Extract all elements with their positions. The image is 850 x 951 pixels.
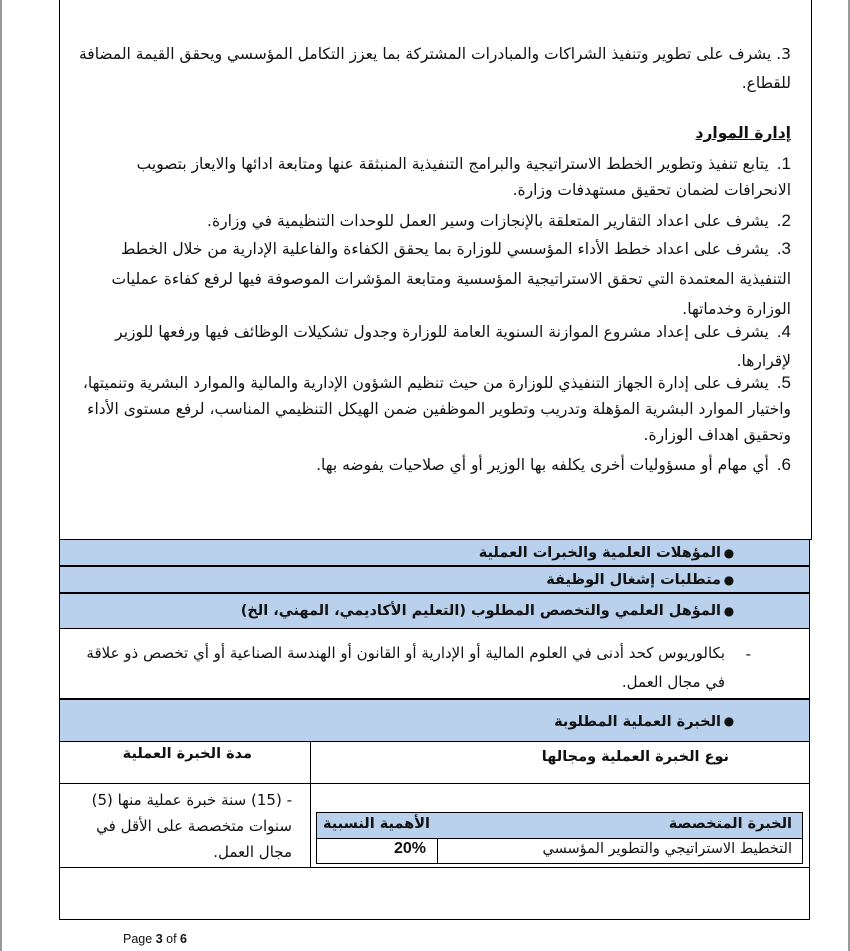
duty-text: يتابع تنفيذ وتطوير الخطط الاستراتيجية والبرامج التنفيذية المنبثقة عنها ومتابعة ادائها والايعاز بتصويب الانحرافات لضمان تحقيق مستهدفات وزارة. [136, 155, 791, 199]
specialized-experience-table [316, 812, 803, 864]
frame-line-left [59, 868, 60, 919]
bullet-icon: ● [723, 545, 735, 560]
experience-header-row [59, 742, 810, 784]
duty-item-4 [70, 317, 791, 376]
band-degree [59, 593, 810, 629]
col-duration-label: مدة الخبرة العملية [122, 746, 252, 762]
item-number: 5. [776, 373, 791, 392]
duty-item-3 [70, 234, 791, 324]
band-label: المؤهل العلمي والتخصص المطلوب (التعليم الأكاديمي، المهني، الخ) [240, 603, 721, 619]
duty-text: يشرف على اعداد التقارير المتعلقة بالإنجازات وسير العمل للوحدات التنظيمية في وزارة. [207, 212, 769, 230]
page-footer [123, 932, 187, 946]
section-title-resources: إدارة الموارد [695, 124, 791, 142]
inner-row-weight: 20% [393, 840, 426, 857]
header-cell-type [310, 742, 809, 783]
frame-line-bottom [59, 919, 810, 920]
dash-marker: - [745, 645, 751, 663]
header-cell-duration [60, 742, 312, 783]
page-number: 3 [155, 932, 163, 946]
experience-content-row [59, 784, 810, 868]
item-number: 4. [776, 322, 791, 341]
duty-item-2 [70, 208, 791, 234]
duty-text: أي مهام أو مسؤوليات أخرى يكلفه بها الوزير أو أي صلاحيات يفوضه بها. [316, 456, 769, 474]
item-number: 6. [776, 455, 791, 474]
inner-head-weight-cell [317, 813, 438, 839]
inner-head-spec: الخبرة المتخصصة [668, 816, 792, 832]
frame-line-right [809, 868, 810, 919]
inner-row-spec: التخطيط الاستراتيجي والتطوير المؤسسي [542, 841, 792, 857]
band-label: الخبرة العملية المطلوبة [554, 714, 721, 730]
duty-item-3-continued [70, 40, 791, 98]
duties-box [59, 0, 812, 540]
item-number: 3. [776, 239, 791, 258]
bullet-icon: ● [723, 572, 735, 587]
inner-row-weight-cell [317, 839, 438, 863]
band-experience [59, 699, 810, 742]
duty-text: يشرف على إعداد مشروع الموازنة السنوية العامة للوزارة وجدول تشكيلات الوظائف فيها ورفعها للوزير لإقرارها. [115, 323, 791, 370]
page-edge-left [0, 0, 2, 951]
of-word: of [166, 932, 177, 946]
page-word: Page [123, 932, 153, 946]
content-cell-duration [60, 784, 312, 867]
duty-text: 3. يشرف على تطوير وتنفيذ الشراكات والمبادرات المشتركة بما يعزز التكامل المؤسسي ويحقق القيمة المضافة للقطاع. [78, 45, 791, 92]
duty-text: يشرف على إدارة الجهاز التنفيذي للوزارة من حيث تنظيم الشؤون الإدارية والمالية والموارد البشرية وتنميتها، واختيار الموارد البشرية المؤهلة وتدريب وتطوير الموظفين ضمن الهيكل التنظيمي المناسب، لرفع مستوى الأداء وتحقيق اهداف الوزارة. [82, 374, 791, 444]
bullet-icon: ● [723, 713, 735, 728]
duration-text: - (15) سنة خبرة عملية منها (5) سنوات متخصصة على الأقل في مجال العمل. [91, 791, 292, 861]
duty-item-5 [70, 370, 791, 448]
band-qualifications [59, 539, 810, 566]
duty-item-6 [70, 452, 791, 478]
duty-text: يشرف على اعداد خطط الأداء المؤسسي للوزارة بما يحقق الكفاءة والفاعلية الإدارية من خلال الخطط التنفيذية المعتمدة التي تحقق الاستراتيجية المؤسسية ومتابعة المؤشرات الموصوفة فيها لرفع كفاءة عمليات الوزارة وخدماتها. [111, 240, 791, 318]
inner-head-weight: الأهمية النسبية [322, 816, 430, 832]
band-label: المؤهلات العلمية والخبرات العملية [478, 544, 721, 561]
band-requirements [59, 566, 810, 593]
col-type-label: نوع الخبرة العملية ومجالها [541, 749, 729, 765]
inner-head-spec-cell [437, 813, 802, 839]
item-number: 2. [776, 211, 791, 230]
degree-row [59, 629, 810, 699]
content-cell-type [310, 784, 809, 867]
band-label: متطلبات إشغال الوظيفة [546, 571, 721, 588]
inner-row-spec-cell [437, 839, 802, 863]
item-number: 1. [776, 154, 791, 173]
duty-item-1 [70, 151, 791, 203]
bullet-icon: ● [723, 604, 735, 618]
page-total: 6 [180, 932, 187, 946]
degree-text: بكالوريوس كحد أدنى في العلوم المالية أو الإدارية أو القانون أو الهندسة الصناعية أو أي تخصص ذو علاقة في مجال العمل. [86, 644, 725, 691]
